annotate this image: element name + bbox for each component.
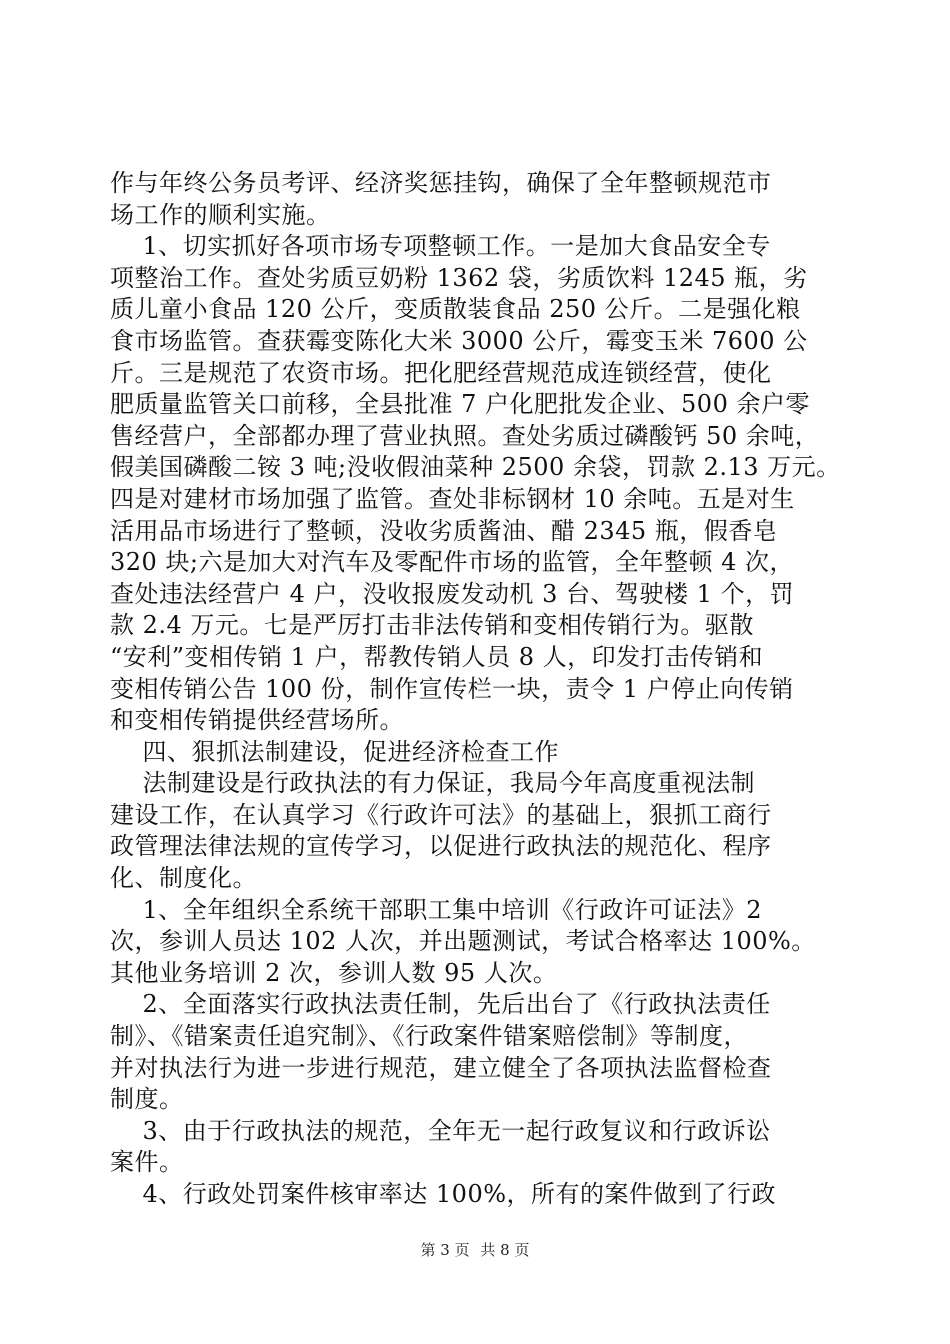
text-line: 质儿童小食品 120 公斤，变质散装食品 250 公斤。二是强化粮 [110,295,801,324]
text-line: 四是对建材市场加强了监管。查处非标钢材 10 余吨。五是对生 [110,484,795,513]
text-line: 场工作的顺利实施。 [110,200,331,229]
text-line: 变相传销公告 100 份，制作宣传栏一块，责令 1 户停止向传销 [110,674,794,703]
text-line: 斤。三是规范了农资市场。把化肥经营规范成连锁经营，使化 [110,358,772,387]
text-line: 1、切实抓好各项市场专项整顿工作。一是加大食品安全专 [110,232,771,261]
text-line: 其他业务培训 2 次，参训人数 95 人次。 [110,958,558,987]
page-number: 第 3 页 [420,1241,470,1259]
text-line: 4、行政处罚案件核审率达 100%，所有的案件做到了行政 [110,1180,777,1208]
document-body [110,168,840,1211]
text-line: 建设工作，在认真学习《行政许可法》的基础上，狠抓工商行 [110,800,772,829]
text-line: 活用品市场进行了整顿，没收劣质酱油、醋 2345 瓶，假香皂 [110,516,778,545]
text-line: 和变相传销提供经营场所。 [110,706,404,735]
text-line: 假美国磷酸二铵 3 吨;没收假油菜种 2500 余袋，罚款 2.13 万元。 [110,453,841,482]
text-line: 食市场监管。查获霉变陈化大米 3000 公斤，霉变玉米 7600 公 [110,326,808,355]
text-line: 项整治工作。查处劣质豆奶粉 1362 袋，劣质饮料 1245 瓶，劣 [110,263,808,292]
text-line: 并对执法行为进一步进行规范，建立健全了各项执法监督检查 [110,1053,772,1082]
text-line: 320 块;六是加大对汽车及零配件市场的监管，全年整顿 4 次， [110,548,795,577]
section-heading: 四、狠抓法制建设，促进经济检查工作 [110,737,560,766]
text-line: “安利”变相传销 1 户，帮教传销人员 8 人，印发打击传销和 [110,642,764,671]
text-line: 政管理法律法规的宣传学习，以促进行政执法的规范化、程序 [110,832,772,861]
page-footer [0,1240,950,1260]
text-line: 制》、《错案责任追究制》、《行政案件错案赔偿制》等制度， [110,1022,748,1051]
text-line: 3、由于行政执法的规范，全年无一起行政复议和行政诉讼 [110,1116,771,1145]
text-line: 查处违法经营户 4 户，没收报废发动机 3 台、驾驶楼 1 个，罚 [110,579,795,608]
text-line: 款 2.4 万元。七是严厉打击非法传销和变相传销行为。驱散 [110,611,754,640]
text-line: 2、全面落实行政执法责任制，先后出台了《行政执法责任 [110,990,771,1019]
text-line: 案件。 [110,1148,184,1177]
text-line: 售经营户，全部都办理了营业执照。查处劣质过磷酸钙 50 余吨， [110,421,820,450]
text-line: 制度。 [110,1085,184,1114]
text-line: 法制建设是行政执法的有力保证，我局今年高度重视法制 [110,769,756,798]
page-total: 共 8 页 [480,1241,530,1259]
text-line: 肥质量监管关口前移，全县批准 7 户化肥批发企业、500 余户零 [110,390,810,419]
text-line: 作与年终公务员考评、经济奖惩挂钩，确保了全年整顿规范市 [110,169,772,197]
text-line: 1、全年组织全系统干部职工集中培训《行政许可证法》2 [110,895,763,924]
text-line: 化、制度化。 [110,864,257,893]
text-line: 次，参训人员达 102 人次，并出题测试，考试合格率达 100%。 [110,927,816,956]
